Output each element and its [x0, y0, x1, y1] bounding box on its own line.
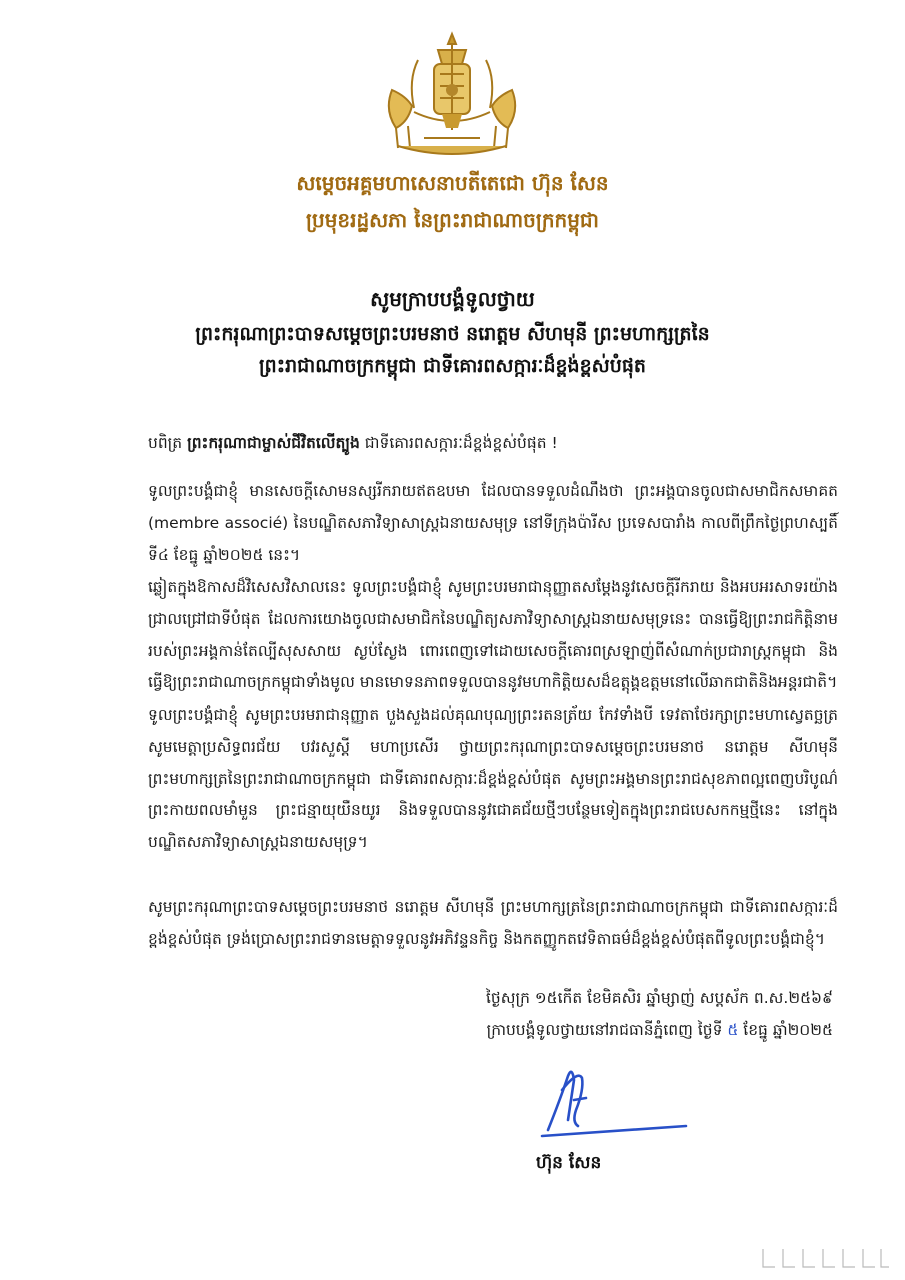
lunar-date: ថ្ងៃសុក្រ ១៥កើត ខែមិគសិរ ឆ្នាំម្សាញ់ សប្តស័ក ព.ស.២៥៦៩	[486, 989, 833, 1007]
paragraph-3: ទូលព្រះបង្គំជាខ្ញុំ សូមព្រះបរមរាជានុញ្ញាត បួងសួងដល់គុណបុណ្យព្រះរតនត្រ័យ កែវទាំងបី ទេវតាថែរក្សាព្រះមហាស្វេតច្ឆត្រ សូមមេត្តាប្រសិទ្ធពរជ័យ បវរសួស្តី មហាប្រសើរ ថ្វាយព្រះករុណាព្រះបាទសម្តេចព្រះបរមនាថ នរោត្តម សីហមុនី ព្រះមហាក្សត្រនៃព្រះរាជាណាចក្រកម្ពុជា ជាទីគោរពសក្ការៈដ៏ខ្ពង់ខ្ពស់បំផុត សូមព្រះអង្គមានព្រះរាជសុខភាពល្អពេញបរិបូណ៌ ព្រះកាយពលមាំមួន ព្រះជន្មាយុយឺនយូរ និងទទួលបាននូវជោគជ័យថ្មីៗបន្ថែមទៀតក្នុងព្រះរាជបេសកកម្មថ្មីនេះ នៅក្នុងបណ្ឌិតសភាវិទ្យាសាស្ត្រឯនាយសមុទ្រ។	[148, 706, 838, 852]
salutation-prefix: បពិត្រ	[148, 434, 183, 452]
salutation	[148, 428, 838, 460]
letter-title-line1: សូមក្រាបបង្គំទូលថ្វាយ	[370, 287, 535, 311]
paragraph-1: ទូលព្រះបង្គំជាខ្ញុំ មានសេចក្តីសោមនស្សរីករាយឥតឧបមា ដែលបានទទួលដំណឹងថា ព្រះអង្គបានចូលជាសមាជិកសមាគត (membre associé) នៃបណ្ឌិតសភាវិទ្យាសាស្ត្រឯនាយសមុទ្រ នៅទីក្រុងប៉ារីស ប្រទេសបារាំង កាលពីព្រឹកថ្ងៃព្រហស្បតិ៍ ទី៤ ខែធ្នូ ឆ្នាំ២០២៥ នេះ។	[148, 482, 838, 564]
handwritten-signature	[538, 1060, 688, 1140]
paragraph-2: ឆ្លៀតក្នុងឱកាសដ៏វិសេសវិសាលនេះ ទូលព្រះបង្គំជាខ្ញុំ សូមព្រះបរមរាជានុញ្ញាតសម្តែងនូវសេចក្តីរីករាយ និងអបអរសាទរយ៉ាងជ្រាលជ្រៅជាទីបំផុត ដែលការយោងចូលជាសមាជិកនៃបណ្ឌិត្យសភាវិទ្យាសាស្ត្រឯនាយសមុទ្រនេះ បានធ្វើឱ្យព្រះរាជកិត្តិនាមរបស់ព្រះអង្គកាន់តែល្បីសុសសាយ ស្ងប់ស្ងែង ពោរពេញទៅដោយសេចក្តីគោរពស្រឡាញ់ពីសំណាក់ប្រជារាស្ត្រកម្ពុជា និងធ្វើឱ្យព្រះរាជាណាចក្រកម្ពុជាទាំងមូល មានមោទនភាពទទួលបាននូវមហាកិត្តិយសដ៏ឧត្តុង្គឧត្តមនៅលើឆាកជាតិនិងអន្តរជាតិ។	[148, 578, 838, 692]
header-title-line2: ប្រមុខរដ្ឋសភា នៃព្រះរាជាណាចក្រកម្ពុជា	[306, 208, 599, 232]
royal-emblem-logo	[378, 30, 526, 160]
salutation-suffix: ជាទីគោរពសក្ការៈដ៏ខ្ពង់ខ្ពស់បំផុត !	[364, 434, 558, 452]
letter-title-line2: ព្រះករុណាព្រះបាទសម្តេចព្រះបរមនាថ នរោត្តម សីហមុនី ព្រះមហាក្សត្រនៃ	[195, 323, 710, 345]
place-date-suffix: ខែធ្នូ ឆ្នាំ២០២៥	[743, 1021, 833, 1039]
page-edge-marks	[761, 1247, 891, 1269]
salutation-bold: ព្រះករុណាជាម្ចាស់ជីវិតលើត្បូង	[187, 434, 360, 452]
place-date-day: ៥	[727, 1021, 739, 1039]
signer-name: ហ៊ុន សែន	[536, 1153, 602, 1173]
place-date	[487, 1020, 833, 1043]
header-title-line1: សម្តេចអគ្គមហាសេនាបតីតេជោ ហ៊ុន សែន	[296, 171, 609, 195]
place-date-prefix: ក្រាបបង្គំទូលថ្វាយនៅរាជធានីភ្នំពេញ ថ្ងៃទី	[486, 1021, 723, 1039]
paragraph-4: សូមព្រះករុណាព្រះបាទសម្តេចព្រះបរមនាថ នរោត្តម សីហមុនី ព្រះមហាក្សត្រនៃព្រះរាជាណាចក្រកម្ពុជា ជាទីគោរពសក្ការៈដ៏ខ្ពង់ខ្ពស់បំផុត ទ្រង់ប្រោសព្រះរាជទានមេត្តាទទួលនូវអភិវន្ទនកិច្ច និងកតញ្ញូកតវេទិតាធម៌ដ៏ខ្ពង់ខ្ពស់បំផុតពីទូលព្រះបង្គំជាខ្ញុំ។	[148, 898, 838, 948]
letter-title-line3: ព្រះរាជាណាចក្រកម្ពុជា ជាទីគោរពសក្ការៈដ៏ខ្ពង់ខ្ពស់បំផុត	[259, 355, 646, 377]
